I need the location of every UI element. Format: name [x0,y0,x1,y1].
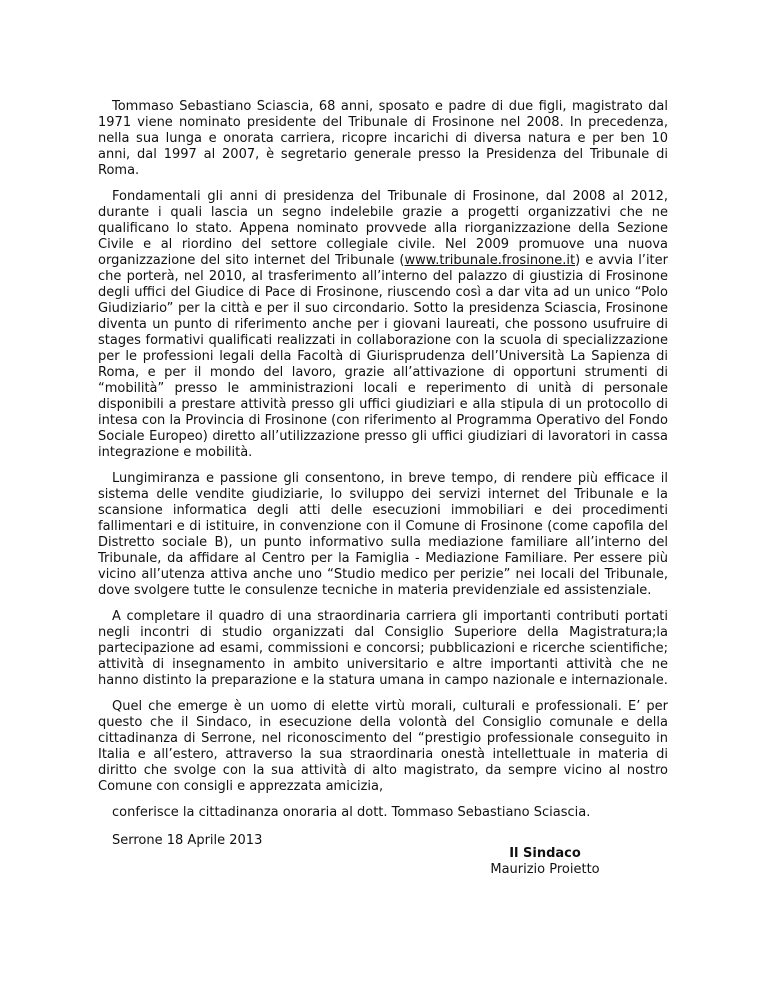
paragraph-career: Tommaso Sebastiano Sciascia, 68 anni, sposato e padre di due figli, magistrato dal 1971 viene nominato presidente del Tribunale di Frosinone nel 2008. In precedenza, nella sua lunga e onorata carriera, ricopre incarichi di diversa natura e per ben 10 anni, dal 1997 al 2007, è segretario generale presso la Presidenza del Tribunale di Roma. [98,99,668,178]
document-body [98,99,668,859]
paragraph-achievements: Lungimiranza e passione gli consentono, in breve tempo, di rendere più efficace il sistema delle vendite giudiziarie, lo sviluppo dei servizi internet del Tribunale e la scansione informatica degli atti delle esecuzioni immobiliari e dei procedimenti fallimentari e di istituire, in convenzione con il Comune di Frosinone (come capofila del Distretto sociale B), un punto informativo sulla mediazione familiare all’interno del Tribunale, da affidare al Centro per la Famiglia - Mediazione Familiare. Per essere più vicino all’utenza attiva anche uno “Studio medico per perizie” nei locali del Tribunale, dove svolgere tutte le consulenze tecniche in materia previdenziale ed assistenziale. [98,471,668,598]
signature-block [470,846,620,878]
paragraph-contributions: A completare il quadro di una straordinaria carriera gli importanti contributi portati negli incontri di studio organizzati dal Consiglio Superiore della Magistratura;la partecipazione ad esami, commissioni e concorsi; pubblicazioni e ricerche scientifiche; attività di insegnamento in ambito universitario e altre importanti attività che ne hanno distinto la preparazione e la statura umana in campo nazionale e internazionale. [98,609,668,688]
paragraph-recognition: Quel che emerge è un uomo di elette virtù morali, culturali e professionali. E’ per questo che il Sindaco, in esecuzione della volontà del Consiglio comunale e della cittadinanza di Serrone, nel riconoscimento del “prestigio professionale conseguito in Italia e all’estero, attraverso la sua straordinaria onestà intellettuale in materia di diritto che svolge con la sua attività di alto magistrato, da sempre vicino al nostro Comune con consigli e apprezzata amicizia, [98,699,668,794]
paragraph-presidency-text-a: Fondamentali gli anni di presidenza del Tribunale di Frosinone, dal 2008 al 2012, durante i quali lascia un segno indelebile grazie a progetti organizzativi che ne qualificano lo stato. Appena nominato provvede alla riorganizzazione della Sezione Civile e al riordino del settore collegiale civile. Nel 2009 promuove una nuova organizzazione del sito internet del Tribunale ( [98,189,668,268]
signature-title: Il Sindaco [509,846,581,861]
tribunale-website-link[interactable]: www.tribunale.frosinone.it [404,253,576,268]
paragraph-presidency-text-b: ) e avvia l’iter che porterà, nel 2010, al trasferimento all’interno del palazzo di giustizia di Frosinone degli uffici del Giudice di Pace di Frosinone, riuscendo così a dar vita ad un unico “Polo Giudiziario” per la città e per il suo circondario. Sotto la presidenza Sciascia, Frosinone diventa un punto di riferimento anche per i giovani laureati, che possono usufruire di stages formativi qualificati realizzati in collaborazione con la scuola di specializzazione per le professioni legali della Facoltà di Giurisprudenza dell’Università La Sapienza di Roma, e per il mondo del lavoro, grazie all’attivazione di opportuni strumenti di “mobilità” presso le amministrazioni locali e reperimento di unità di personale disponibili a prestare attività presso gli uffici giudiziari e alla stipula di un protocollo di intesa con la Provincia di Frosinone (con riferimento al Programma Operativo del Fondo Sociale Europeo) diretto all’utilizzazione presso gli uffici giudiziari di lavoratori in cassa integrazione e mobilità. [98,253,668,460]
signature-name: Maurizio Proietto [490,862,600,877]
document-date: Serrone 18 Aprile 2013 [112,833,263,848]
closing-statement: conferisce la cittadinanza onoraria al dott. Tommaso Sebastiano Sciascia. [112,805,591,820]
paragraph-presidency [98,189,668,461]
